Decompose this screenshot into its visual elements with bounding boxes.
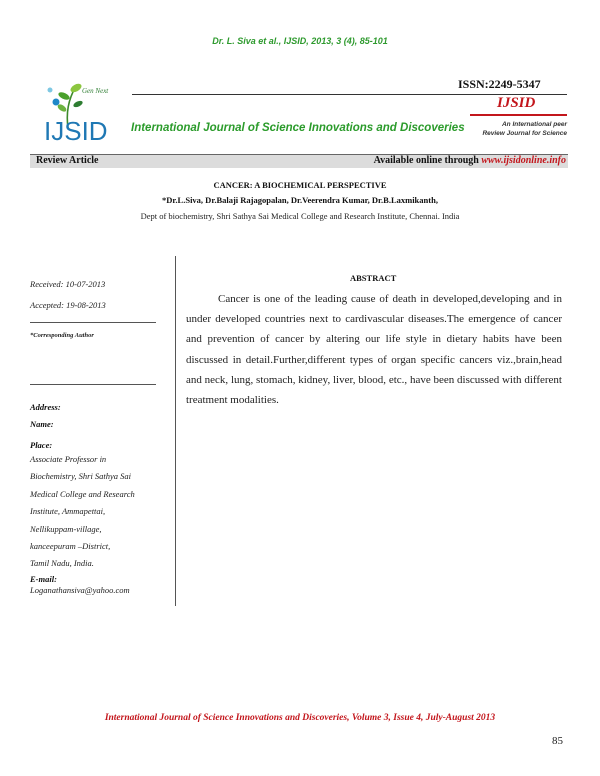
running-header: Dr. L. Siva et al., IJSID, 2013, 3 (4), 85-101	[212, 36, 388, 46]
address-label: Address:	[30, 402, 61, 412]
email-link[interactable]: Loganathansiva@yahoo.com	[30, 585, 130, 595]
page-number: 85	[552, 735, 563, 747]
article-affiliation: Dept of biochemistry, Shri Sathya Sai Medical College and Research Institute, Chennai. India	[140, 211, 460, 221]
email-label: E-mail:	[30, 574, 57, 584]
abstract-body: Cancer is one of the leading cause of death in developed,developing and in under developed countries next to cardivascular diseases.The emergence of cancer and prevention of cancer by altering our life style in dietary habits have been discussed in detail.Further,different types of organ specific cancers viz.,brain,head and neck, lung, stomach, kidney, liver, blood, etc., have been discussed with different treatment modalities.	[186, 293, 562, 407]
footer-citation: International Journal of Science Innovations and Discoveries, Volume 3, Issue 4, July-August 2013	[104, 713, 496, 723]
logo-text: IJSID	[44, 116, 108, 142]
place-line: Tamil Nadu, India.	[30, 558, 94, 569]
sidebar-rule-lower	[30, 384, 156, 385]
journal-url-link[interactable]: www.ijsidonline.info	[481, 155, 566, 166]
place-label: Place:	[30, 440, 53, 450]
place-line: Medical College and Research	[30, 488, 135, 499]
journal-short-name: IJSID	[497, 95, 536, 111]
corresponding-author: *Corresponding Author	[30, 332, 94, 339]
journal-name: International Journal of Science Innovations and Discoveries	[131, 122, 465, 134]
abstract-heading: ABSTRACT	[350, 273, 397, 283]
column-divider	[175, 256, 176, 606]
article-title: CANCER: A BIOCHEMICAL PERSPECTIVE	[213, 180, 387, 190]
journal-logo	[38, 78, 128, 142]
journal-tagline	[462, 120, 567, 138]
place-line: kanceepuram –District,	[30, 541, 111, 552]
received-date: Received: 10-07-2013	[30, 279, 106, 289]
place-line: Nellikuppam-village,	[30, 523, 102, 534]
name-label: Name:	[30, 419, 54, 429]
tagline-line-2: Review Journal for Science	[482, 130, 567, 137]
short-name-rule	[470, 114, 567, 116]
place-line: Institute, Ammapettai,	[30, 506, 106, 517]
article-authors: *Dr.L.Siva, Dr.Balaji Rajagopalan, Dr.Veerendra Kumar, Dr.B.Laxmikanth,	[162, 195, 438, 205]
available-text: Available online through	[373, 155, 479, 166]
logo-script-text: Gen Next	[82, 87, 109, 95]
place-line: Biochemistry, Shri Sathya Sai	[30, 471, 132, 482]
availability	[374, 155, 566, 166]
place-address	[30, 451, 165, 573]
tagline-line-1: An International peer	[501, 121, 567, 128]
place-line: Associate Professor in	[30, 454, 107, 464]
sidebar-rule	[30, 322, 156, 323]
article-type: Review Article	[36, 155, 99, 166]
accepted-date: Accepted: 19-08-2013	[30, 300, 106, 310]
issn: ISSN:2249-5347	[458, 77, 541, 91]
